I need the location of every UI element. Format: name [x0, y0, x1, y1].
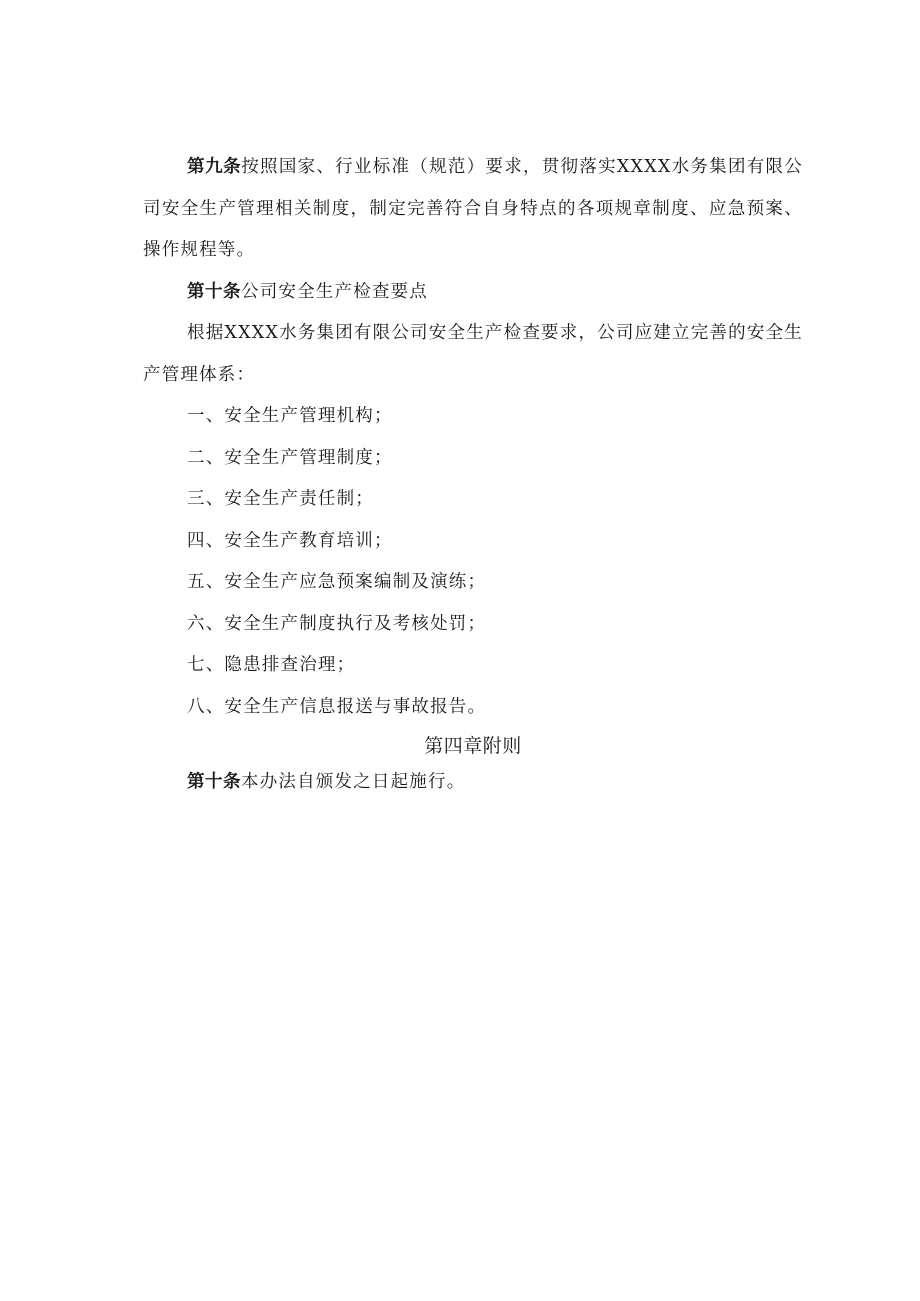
list-item: 四、安全生产教育培训；: [187, 530, 393, 551]
article-final-paragraph: [143, 762, 803, 804]
article-10-intro: 根据XXXX水务集团有限公司安全生产检查要求，公司应建立完善的安全生产管理体系：: [143, 323, 803, 385]
article-10-heading: [143, 272, 803, 314]
list-item: 八、安全生产信息报送与事故报告。: [187, 696, 487, 717]
list-item: 三、安全生产责任制；: [187, 489, 374, 509]
article-final-text: 本办法自颁发之日起施行。: [241, 772, 466, 792]
article-final-label: 第十条: [187, 772, 241, 792]
article-10-label: 第十条: [187, 281, 241, 302]
article-9-text: 按照国家、行业标准（规范）要求，贯彻落实XXXX水务集团有限公司安全生产管理相关制度，制定完善符合自身特点的各项规章制度、应急预案、操作规程等。: [143, 157, 803, 260]
list-item: 五、安全生产应急预案编制及演练；: [187, 572, 487, 592]
article-9-paragraph: [143, 147, 803, 272]
article-10-title: 公司安全生产检查要点: [241, 281, 428, 302]
chapter-heading: 第四章附则: [424, 735, 522, 757]
list-item: 七、隐患排查治理；: [187, 655, 356, 675]
article-9-label: 第九条: [187, 157, 242, 177]
list-item: 二、安全生产管理制度；: [187, 447, 393, 468]
document-body: [143, 147, 803, 804]
list-item: 六、安全生产制度执行及考核处罚；: [187, 613, 487, 634]
list-item: 一、安全生产管理机构；: [187, 406, 393, 426]
